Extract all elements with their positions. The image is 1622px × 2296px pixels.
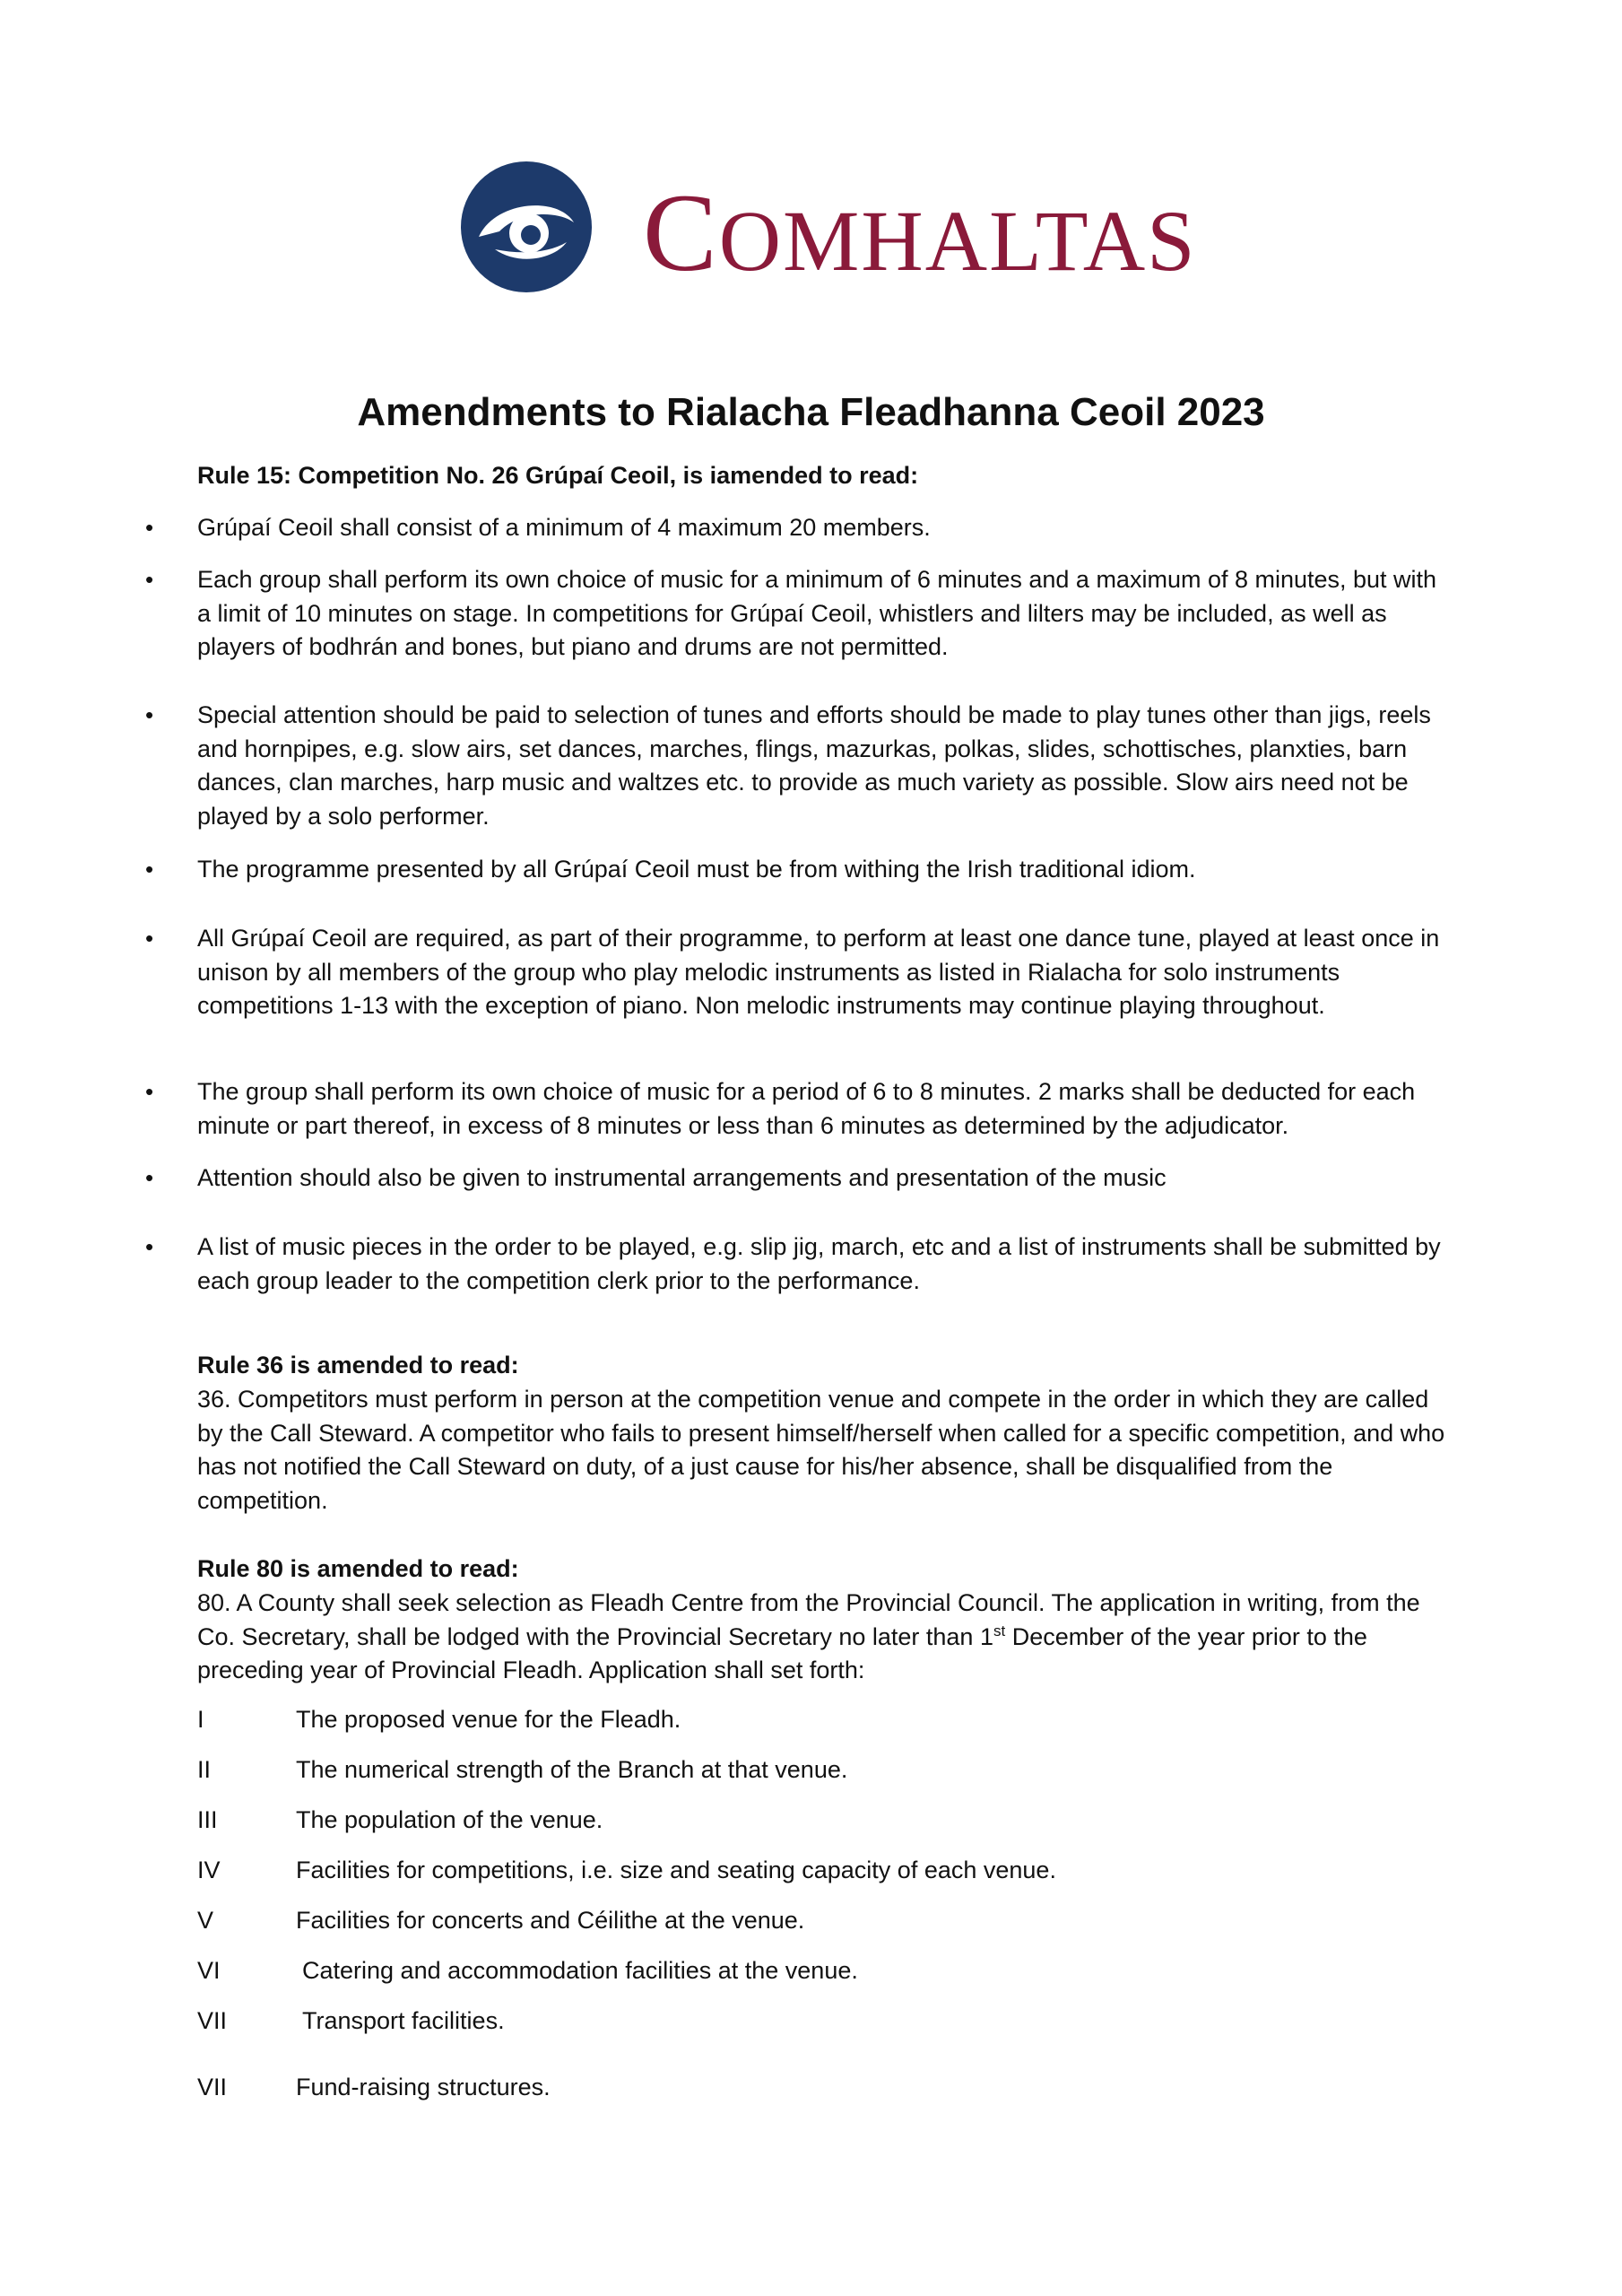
bullet-icon: •: [145, 856, 154, 883]
bullet-icon: •: [145, 1078, 154, 1105]
bullet-text: Attention should also be given to instrumental arrangements and presentation of the music: [197, 1164, 1167, 1191]
item-number: IV: [197, 1857, 221, 1883]
item-text: Fund-raising structures.: [296, 2074, 551, 2100]
rule80-heading: Rule 80 is amended to read:: [197, 1555, 519, 1582]
item-number: VII: [197, 2007, 228, 2034]
item-number: VII: [197, 2074, 228, 2100]
bullet-icon: •: [145, 1233, 154, 1260]
rule15-heading: Rule 15: Competition No. 26 Grúpaí Ceoil, is iamended to read:: [197, 462, 919, 489]
bullet-text: Special attention should be paid to selection of tunes and efforts should be made to play tunes other than jigs, reels and hornpipes, e.g. slow airs, set dances, marches, flings, mazurkas, polkas, slides, schottisches, planxties, barn dances, clan marches, harp music and waltzes etc. to provide as much variety as possible. Slow airs need not be played by a solo performer.: [197, 701, 1431, 830]
page-title: Amendments to Rialacha Fleadhanna Ceoil 2023: [357, 390, 1265, 434]
list-item: [145, 922, 1453, 1023]
item-number: I: [197, 1706, 204, 1733]
rule36-text: 36. Competitors must perform in person at the competition venue and compete in the order in which they are called by the Call Steward. A competitor who fails to present himself/herself when called for a specific competition, and who has not notified the Call Steward on duty, of a just cause for his/her absence, shall be disqualified from the competition.: [197, 1386, 1445, 1514]
bullet-icon: •: [145, 701, 154, 728]
logo-wordmark: COMHALTAS: [643, 171, 1197, 294]
rule36-heading: Rule 36 is amended to read:: [197, 1352, 519, 1378]
item-text: Transport facilities.: [302, 2007, 505, 2034]
bullet-text: The group shall perform its own choice of music for a period of 6 to 8 minutes. 2 marks shall be deducted for each minute or part thereof, in excess of 8 minutes or less than 6 minutes as determined by the adjudicator.: [197, 1078, 1416, 1139]
item-text: Facilities for concerts and Céilithe at the venue.: [296, 1907, 805, 1934]
item-number: VI: [197, 1957, 221, 1984]
list-item: [145, 563, 1453, 665]
list-item: [145, 1161, 1453, 1196]
item-text: The proposed venue for the Fleadh.: [296, 1706, 681, 1733]
list-item: [145, 1075, 1453, 1143]
list-item: [145, 853, 1453, 887]
item-text: The numerical strength of the Branch at that venue.: [296, 1756, 848, 1783]
item-text: Catering and accommodation facilities at the venue.: [302, 1957, 858, 1984]
bullet-icon: •: [145, 1164, 154, 1191]
item-text: Facilities for competitions, i.e. size and seating capacity of each venue.: [296, 1857, 1056, 1883]
list-item: [145, 1231, 1453, 1298]
list-item: [145, 511, 1453, 545]
item-number: III: [197, 1806, 218, 1833]
list-item: [145, 699, 1453, 833]
rule80-text: 80. A County shall seek selection as Fleadh Centre from the Provincial Council. The application in writing, from the Co. Secretary, shall be lodged with the Provincial Secretary no later than 1st December of the year prior to the preceding year of Provincial Fleadh. Application shall set forth:: [197, 1589, 1420, 1683]
bullet-icon: •: [145, 566, 154, 593]
bullet-text: All Grúpaí Ceoil are required, as part of their programme, to perform at least one dance tune, played at least once in unison by all members of the group who play melodic instruments as listed in Rialacha for solo instruments competitions 1-13 with the exception of piano. Non melodic instruments may continue playing throughout.: [197, 925, 1440, 1019]
comhaltas-logo: [459, 160, 1356, 303]
bullet-text: A list of music pieces in the order to be played, e.g. slip jig, march, etc and a list of instruments shall be submitted by each group leader to the competition clerk prior to the performance.: [197, 1233, 1441, 1294]
bullet-icon: •: [145, 925, 154, 952]
bullet-text: Each group shall perform its own choice of music for a minimum of 6 minutes and a maximum of 8 minutes, but with a limit of 10 minutes on stage. In competitions for Grúpaí Ceoil, whistlers and lilters may be included, as well as players of bodhrán and bones, but piano and drums are not permitted.: [197, 566, 1437, 660]
bullet-text: The programme presented by all Grúpaí Ceoil must be from withing the Irish traditional idiom.: [197, 856, 1196, 883]
item-text: The population of the venue.: [296, 1806, 603, 1833]
comhaltas-eye-icon: [459, 160, 594, 294]
item-number: II: [197, 1756, 212, 1783]
bullet-icon: •: [145, 514, 154, 541]
item-number: V: [197, 1907, 214, 1934]
bullet-text: Grúpaí Ceoil shall consist of a minimum of 4 maximum 20 members.: [197, 514, 931, 541]
